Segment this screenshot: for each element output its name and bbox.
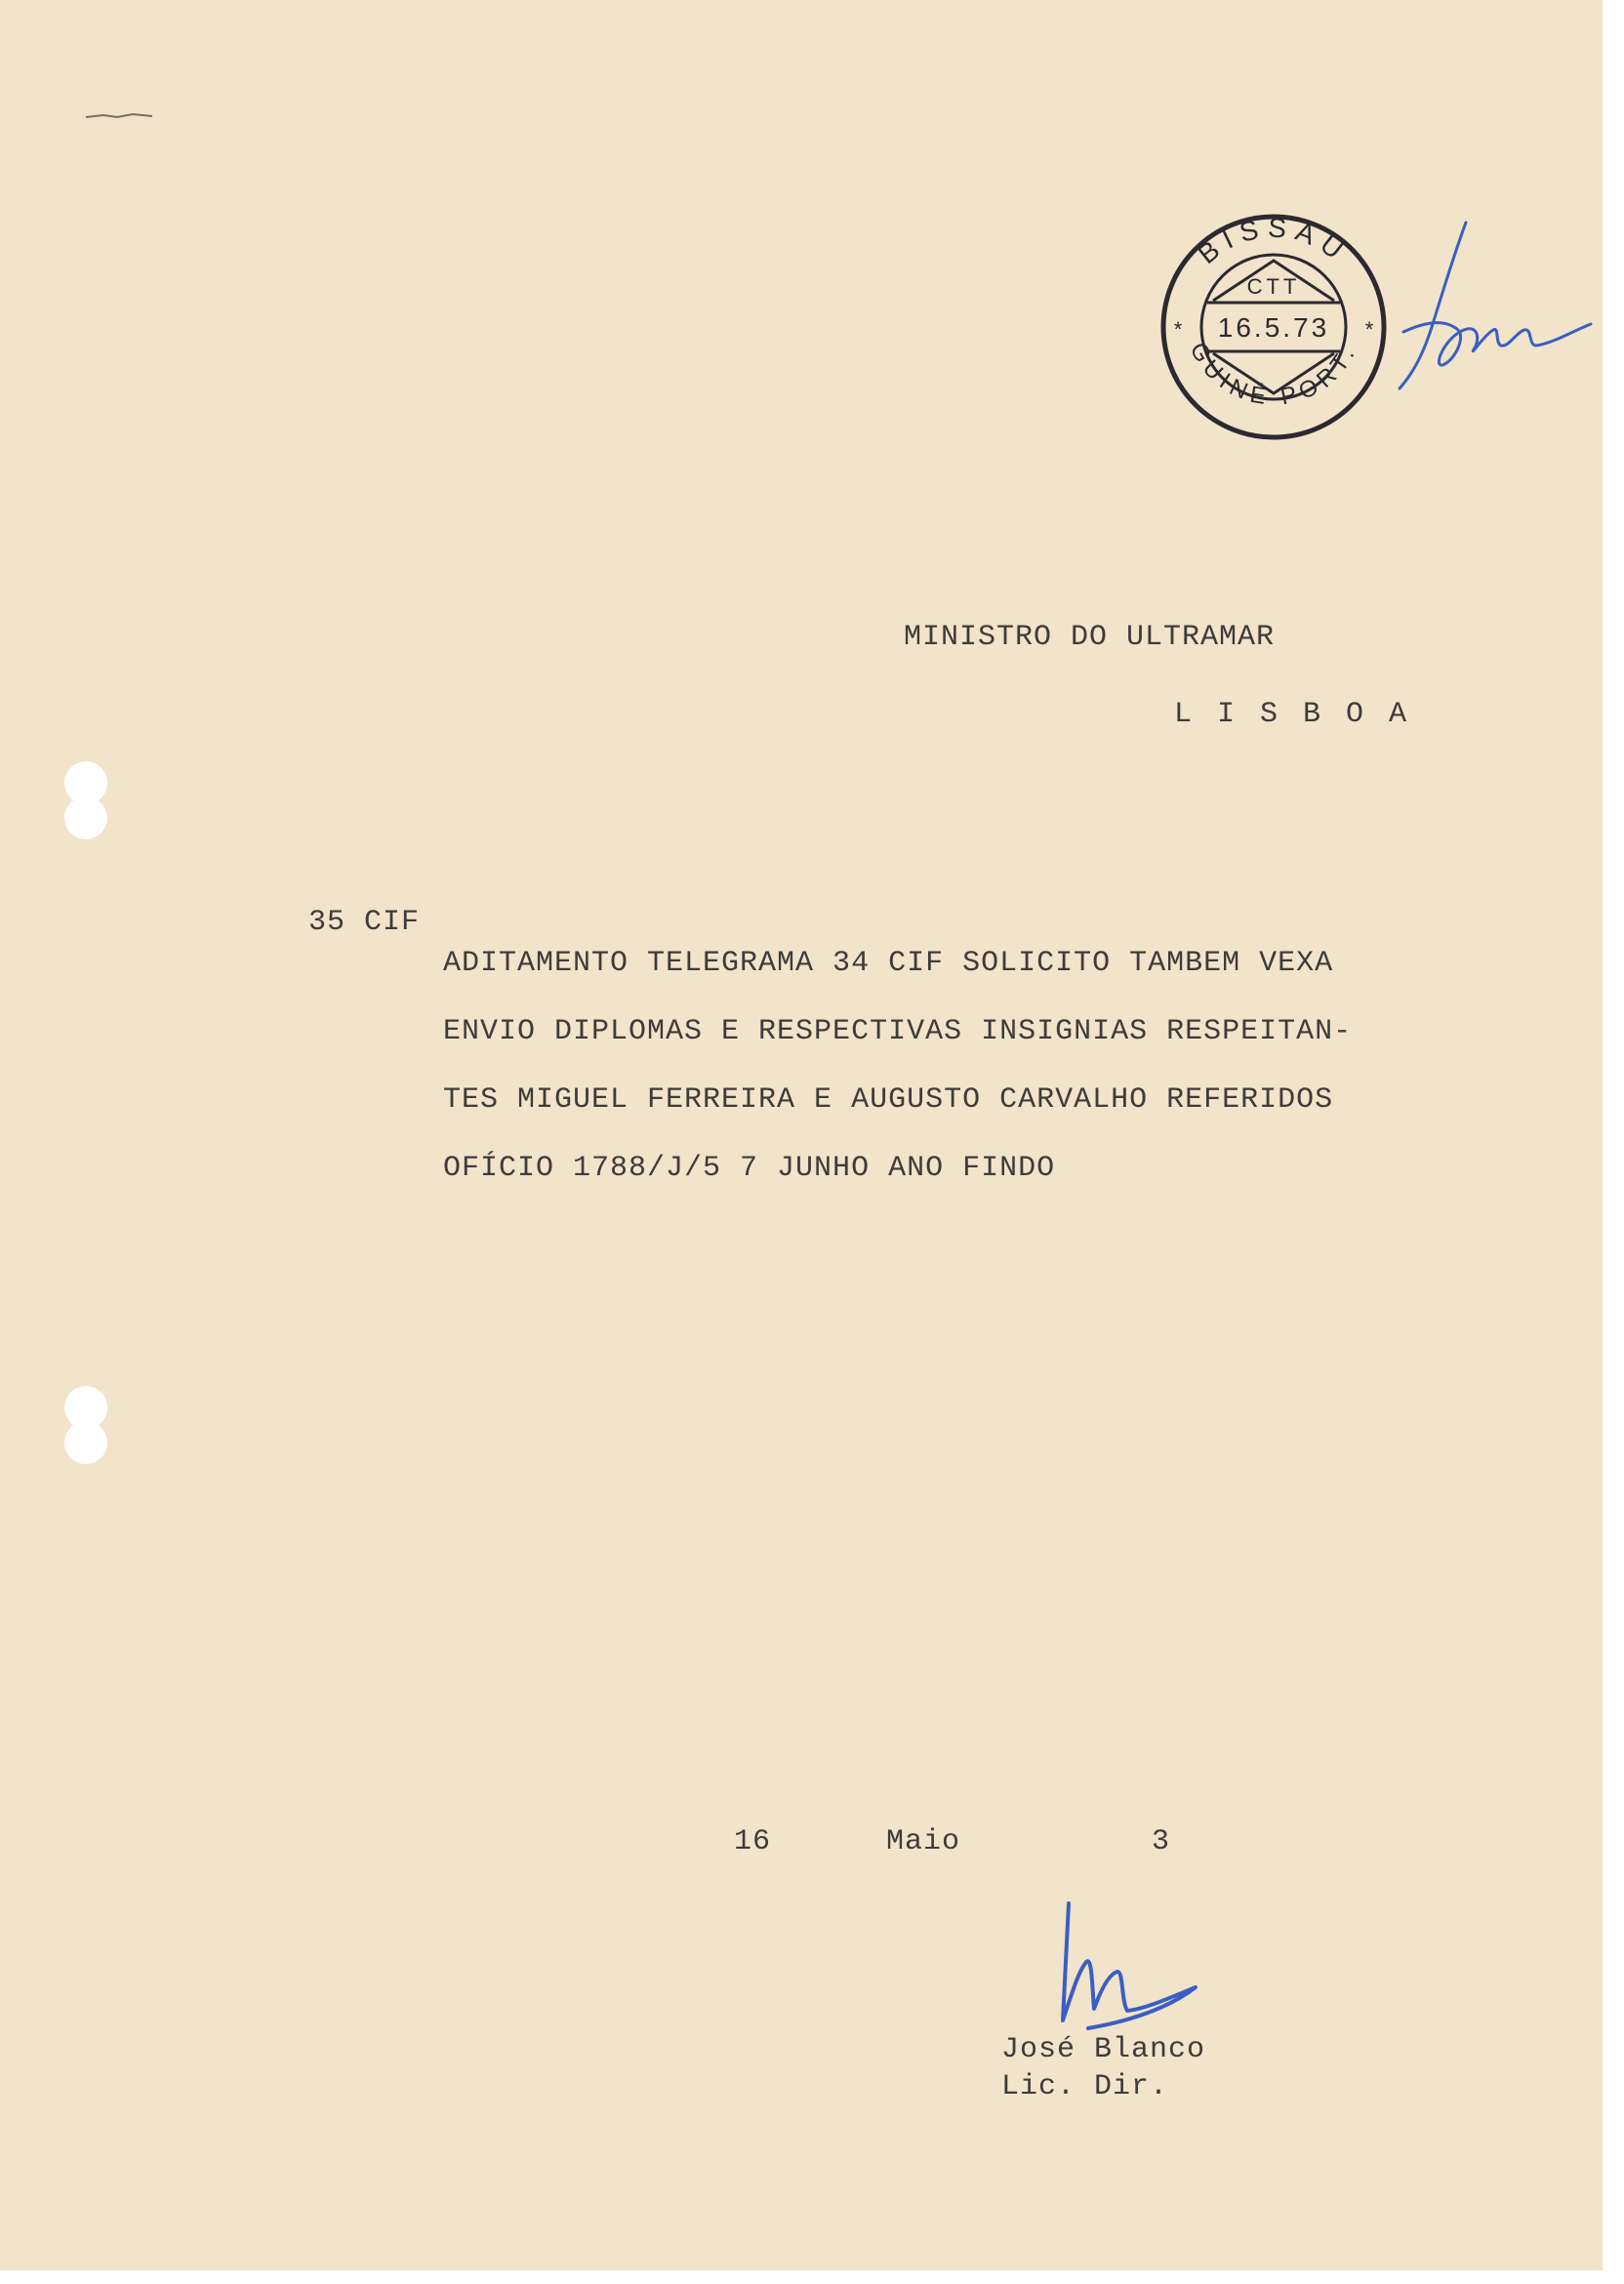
signer-title: Lic. Dir. — [1001, 2070, 1169, 2103]
punch-hole — [64, 796, 107, 839]
svg-text:*: * — [1364, 317, 1374, 342]
svg-text:GUINÉ PORT. — [1185, 338, 1362, 410]
postmark-stamp — [1157, 210, 1391, 444]
postmark-region: GUINÉ PORT. — [1184, 338, 1363, 411]
postmark-service: CTT — [1246, 274, 1301, 299]
date-year: 3 — [1152, 1825, 1171, 1858]
message-line: TES MIGUEL FERREIRA E AUGUSTO CARVALHO REFERIDOS — [443, 1083, 1334, 1117]
punch-hole — [64, 1421, 107, 1464]
scan-margin-bottom — [0, 2270, 1624, 2284]
message-line: OFÍCIO 1788/J/5 7 JUNHO ANO FINDO — [443, 1152, 1056, 1185]
addressee-name: MINISTRO DO ULTRAMAR — [904, 621, 1276, 654]
message-line: ENVIO DIPLOMAS E RESPECTIVAS INSIGNIAS RESPEITAN- — [443, 1015, 1353, 1048]
date-month: Maio — [886, 1825, 961, 1858]
postmark-city: BISSAU — [1192, 212, 1356, 270]
message-line: ADITAMENTO TELEGRAMA 34 CIF SOLICITO TAMBEM VEXA — [443, 947, 1334, 980]
handwritten-signature — [1049, 1894, 1225, 2040]
signer-name: José Blanco — [1001, 2033, 1206, 2066]
pencil-mark — [84, 105, 172, 125]
date-day: 16 — [734, 1825, 772, 1858]
svg-text:*: * — [1173, 317, 1183, 342]
stamp-signature — [1386, 215, 1601, 410]
postmark-date: 16.5.73 — [1217, 312, 1330, 343]
addressee-city: L I S B O A — [1174, 698, 1411, 731]
scan-margin-right — [1603, 0, 1624, 2284]
telegram-reference: 35 CIF — [308, 906, 421, 939]
